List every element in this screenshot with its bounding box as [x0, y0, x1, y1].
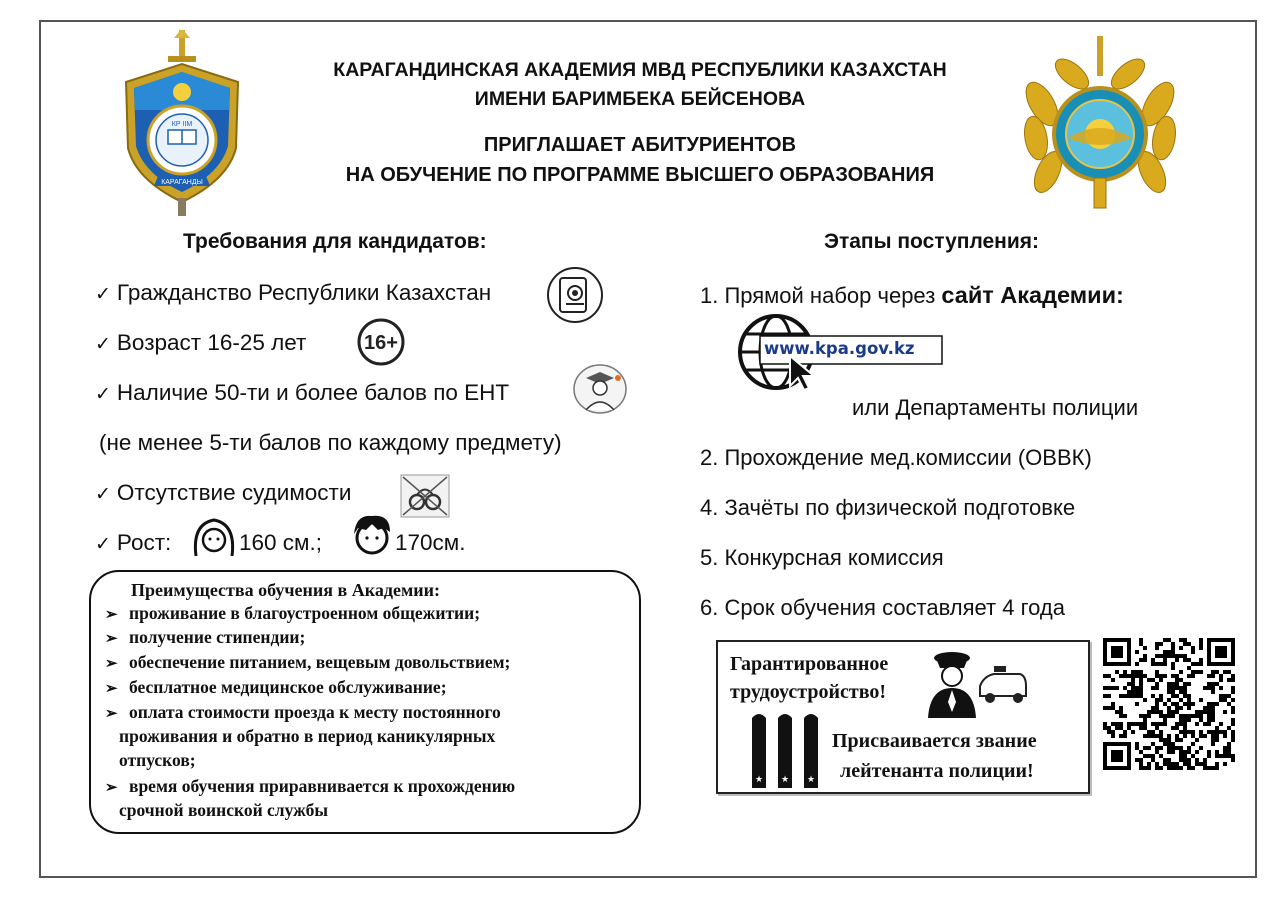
req-height-label: Рост: — [116, 530, 172, 555]
advantage-item-cont: проживания и обратно в период каникулярных — [119, 726, 496, 746]
stage-1-text: 1. Прямой набор через — [700, 283, 942, 308]
req-no-record — [95, 480, 351, 506]
male-icon — [348, 510, 396, 558]
stage-2: 2. Прохождение мед.комиссии (ОВВК) — [700, 445, 1092, 470]
invitation-heading: ПРИГЛАШАЕТ АБИТУРИЕНТОВ — [483, 134, 797, 156]
height-male: 170см. — [395, 530, 466, 555]
rank-line2: лейтенанта полиции! — [840, 760, 1034, 782]
advantages-title: Преимущества обучения в Академии: — [131, 580, 440, 600]
advantage-item-text: бесплатное медицинское обслуживание; — [129, 677, 447, 697]
police-officer-icon — [924, 646, 1028, 718]
shoulder-boards-icon — [748, 710, 824, 788]
stage-1 — [700, 282, 1124, 309]
height-female: 160 см.; — [239, 530, 323, 555]
arrow-icon: ➢ — [105, 656, 118, 672]
academy-named-after: ИМЕНИ БАРИМБЕКА БЕЙСЕНОВА — [474, 88, 806, 110]
req-no-record-text: Отсутствие судимости — [116, 480, 352, 505]
req-ent-note: (не менее 5-ти балов по каждому предмету) — [99, 430, 562, 455]
advantages-box — [89, 570, 641, 834]
graduate-icon — [572, 364, 628, 414]
svg-text:★: ★ — [754, 775, 764, 785]
advantage-item — [105, 625, 305, 651]
req-age — [95, 330, 306, 356]
rank-line1: Присваивается звание — [832, 730, 1037, 752]
advantage-item-text: время обучения приравнивается к прохождению — [129, 776, 516, 796]
emblem-text-city: КАРАГАНДЫ — [161, 179, 203, 186]
female-icon — [190, 516, 238, 558]
req-ent — [95, 380, 509, 406]
advantage-item-cont: срочной воинской службы — [119, 800, 329, 820]
req-citizenship — [95, 280, 491, 306]
advantage-item — [105, 675, 447, 701]
arrow-icon: ➢ — [105, 631, 118, 647]
stages-title: Этапы поступления: — [824, 230, 1040, 253]
advantage-item-text: проживание в благоустроенном общежитии; — [129, 603, 481, 623]
passport-icon — [546, 266, 604, 324]
arrow-icon: ➢ — [105, 681, 118, 697]
check-icon: ✓ — [95, 384, 111, 405]
arrow-icon: ➢ — [105, 706, 118, 722]
stage-5: 5. Конкурсная комиссия — [700, 545, 944, 570]
stage-1-alternative: или Департаменты полиции — [852, 395, 1139, 420]
svg-text:★: ★ — [780, 775, 790, 785]
req-ent-text: Наличие 50-ти и более балов по ЕНТ — [116, 380, 510, 405]
check-icon: ✓ — [95, 484, 111, 505]
stage-6: 6. Срок обучения составляет 4 года — [700, 595, 1065, 620]
guarantee-line2: трудоустройство! — [730, 681, 887, 703]
stage-4: 4. Зачёты по физической подготовке — [700, 495, 1076, 520]
advantage-item — [105, 700, 501, 726]
check-icon: ✓ — [95, 284, 111, 305]
program-heading: НА ОБУЧЕНИЕ ПО ПРОГРАММЕ ВЫСШЕГО ОБРАЗОВАНИЯ — [345, 164, 935, 186]
guarantee-line1: Гарантированное — [730, 653, 889, 675]
advantage-item-cont: отпусков; — [119, 750, 196, 770]
advantage-item-text: оплата стоимости проезда к месту постоянного — [129, 702, 501, 722]
emblem-text-small: КР ІІМ — [171, 121, 193, 128]
age-16-plus-icon — [354, 318, 408, 366]
requirements-title: Требования для кандидатов: — [183, 230, 487, 253]
website-link[interactable]: www.kpa.gov.kz — [764, 339, 915, 358]
arrow-icon: ➢ — [105, 780, 118, 796]
no-handcuffs-icon — [400, 474, 450, 518]
req-height — [95, 530, 171, 556]
qr-code[interactable] — [1103, 638, 1235, 770]
advantage-item — [105, 650, 510, 676]
academy-shield-emblem — [118, 30, 246, 220]
arrow-icon: ➢ — [105, 607, 118, 623]
age-badge-text: 16+ — [364, 332, 398, 354]
guarantee-box — [716, 640, 1090, 794]
academy-name: КАРАГАНДИНСКАЯ АКАДЕМИЯ МВД РЕСПУБЛИКИ КАЗАХСТАН — [333, 59, 947, 81]
stage-1-site-label: сайт Академии: — [941, 282, 1124, 308]
advantage-item — [105, 601, 480, 627]
advantage-item-text: получение стипендии; — [129, 627, 306, 647]
svg-text:★: ★ — [806, 775, 816, 785]
advantage-item — [105, 774, 515, 800]
req-age-text: Возраст 16-25 лет — [116, 330, 307, 355]
police-emblem — [1020, 34, 1180, 218]
check-icon: ✓ — [95, 534, 111, 555]
check-icon: ✓ — [95, 334, 111, 355]
req-citizenship-text: Гражданство Республики Казахстан — [116, 280, 492, 305]
advantage-item-text: обеспечение питанием, вещевым довольствием; — [129, 652, 511, 672]
